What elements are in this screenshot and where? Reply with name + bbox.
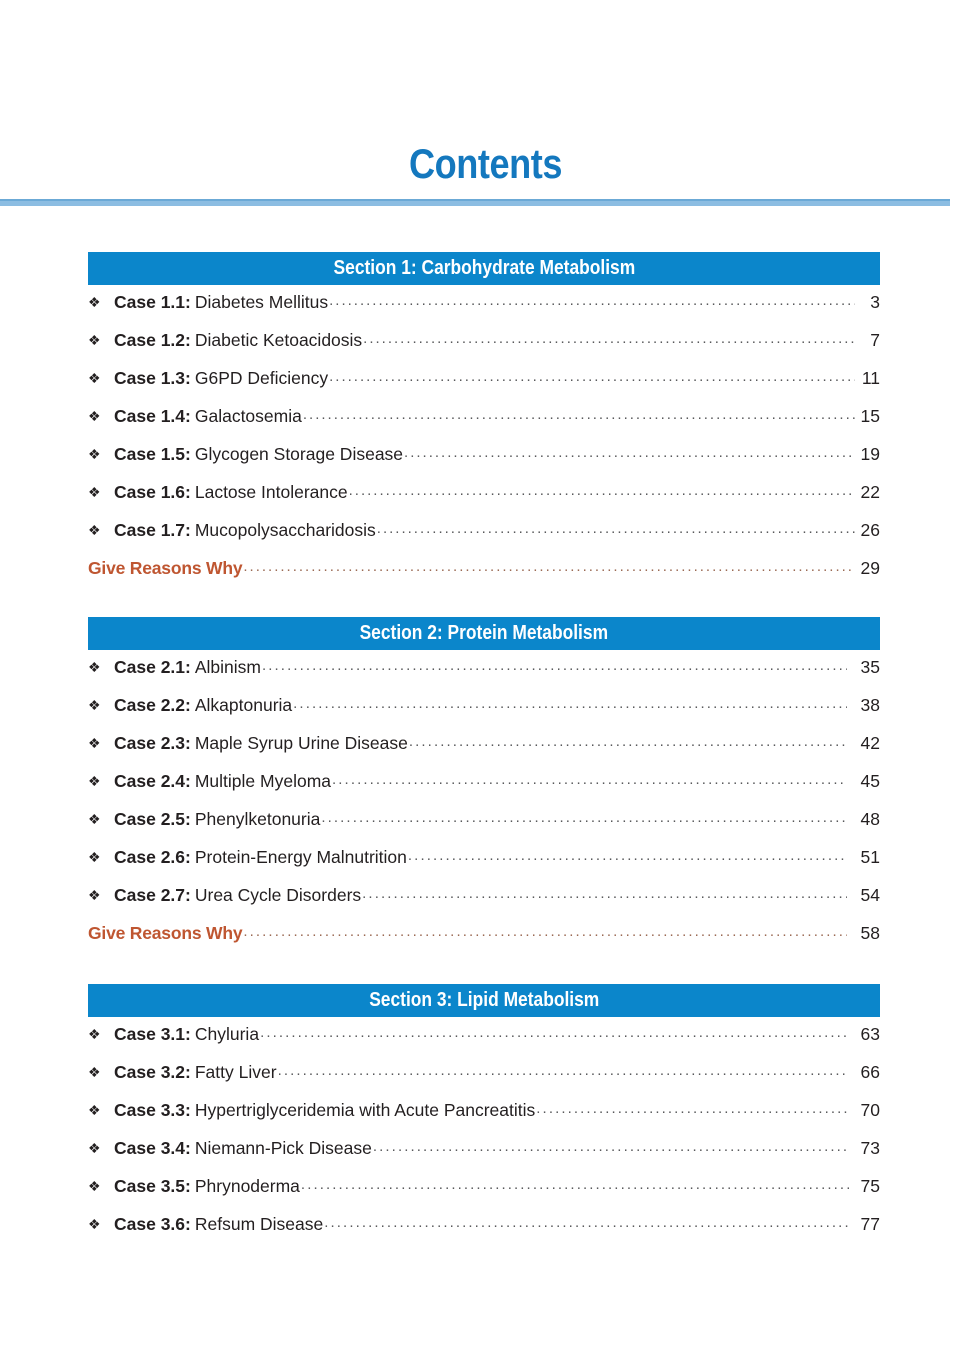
entry-page-number: 22 <box>860 482 880 502</box>
entry-case-title: Multiple Myeloma <box>194 771 332 791</box>
leader-dots <box>408 847 847 864</box>
entry-page-number: 3 <box>870 292 880 312</box>
section-2-header <box>88 617 880 650</box>
entry-case-label: Case 3.4: <box>114 1138 191 1158</box>
diamond-bullet-icon: ❖ <box>88 1064 101 1080</box>
section-2 <box>88 617 880 961</box>
diamond-bullet-icon: ❖ <box>88 1102 101 1118</box>
entry-page-number: 51 <box>860 847 880 867</box>
toc-entry[interactable] <box>88 520 880 558</box>
leader-dots <box>293 695 847 712</box>
toc-entry[interactable] <box>88 809 880 847</box>
leader-dots <box>260 1024 849 1041</box>
toc-entry[interactable] <box>88 695 880 733</box>
leader-dots <box>409 733 847 750</box>
entry-case-label: Case 3.3: <box>114 1100 191 1120</box>
diamond-bullet-icon: ❖ <box>88 1026 101 1042</box>
toc-entry[interactable] <box>88 1214 880 1252</box>
entry-case-title: Glycogen Storage Disease <box>194 444 404 464</box>
toc-entry[interactable] <box>88 330 880 368</box>
diamond-bullet-icon: ❖ <box>88 849 101 865</box>
section-3-entries <box>88 1017 880 1252</box>
toc-entry[interactable] <box>88 1100 880 1138</box>
entry-case-title: G6PD Deficiency <box>194 368 329 388</box>
entry-case-label: Case 3.1: <box>114 1024 191 1044</box>
entry-page-number: 11 <box>861 368 880 388</box>
toc-entry[interactable] <box>88 1062 880 1100</box>
leader-dots <box>362 885 847 902</box>
section-3-header <box>88 984 880 1017</box>
entry-case-label: Case 1.7: <box>114 520 191 540</box>
toc-entry[interactable] <box>88 1138 880 1176</box>
diamond-bullet-icon: ❖ <box>88 332 101 348</box>
give-reasons-why-page-number: 58 <box>860 923 880 943</box>
entry-case-title: Phrynoderma <box>194 1176 300 1196</box>
entry-case-title: Fatty Liver <box>194 1062 277 1082</box>
entry-case-label: Case 2.6: <box>114 847 191 867</box>
diamond-bullet-icon: ❖ <box>88 811 101 827</box>
leader-dots <box>321 809 847 826</box>
toc-entry[interactable] <box>88 482 880 520</box>
diamond-bullet-icon: ❖ <box>88 370 101 386</box>
entry-case-label: Case 1.1: <box>114 292 191 312</box>
section-3-title: Section 3: Lipid Metabolism <box>368 989 600 1011</box>
entry-case-label: Case 1.4: <box>114 406 191 426</box>
entry-case-label: Case 3.5: <box>114 1176 191 1196</box>
leader-dots <box>373 1138 849 1155</box>
entry-case-label: Case 2.2: <box>114 695 191 715</box>
entry-page-number: 70 <box>860 1100 880 1120</box>
entry-case-label: Case 2.7: <box>114 885 191 905</box>
entry-case-title: Diabetes Mellitus <box>194 292 329 312</box>
give-reasons-why-page-number: 29 <box>860 558 880 578</box>
table-of-contents <box>88 252 880 1252</box>
section-2-entries <box>88 650 880 961</box>
give-reasons-why-entry[interactable] <box>88 558 880 596</box>
toc-entry[interactable] <box>88 406 880 444</box>
section-1-entries <box>88 285 880 596</box>
diamond-bullet-icon: ❖ <box>88 735 101 751</box>
diamond-bullet-icon: ❖ <box>88 659 101 675</box>
entry-case-label: Case 2.4: <box>114 771 191 791</box>
give-reasons-why-label: Give Reasons Why <box>88 558 243 578</box>
section-3 <box>88 984 880 1252</box>
entry-case-label: Case 1.2: <box>114 330 191 350</box>
entry-case-title: Alkaptonuria <box>194 695 293 715</box>
page-title: Contents <box>408 140 563 187</box>
entry-case-title: Mucopolysaccharidosis <box>194 520 376 540</box>
entry-case-title: Maple Syrup Urine Disease <box>194 733 408 753</box>
toc-entry[interactable] <box>88 1176 880 1214</box>
entry-case-title: Chyluria <box>194 1024 260 1044</box>
leader-dots <box>329 292 855 309</box>
entry-case-label: Case 2.5: <box>114 809 191 829</box>
entry-page-number: 48 <box>860 809 880 829</box>
leader-dots <box>377 520 855 537</box>
toc-entry[interactable] <box>88 1024 880 1062</box>
leader-dots <box>243 923 847 940</box>
entry-page-number: 54 <box>860 885 880 905</box>
leader-dots <box>301 1176 849 1193</box>
toc-entry[interactable] <box>88 771 880 809</box>
section-1-title: Section 1: Carbohydrate Metabolism <box>333 257 635 279</box>
toc-entry[interactable] <box>88 733 880 771</box>
diamond-bullet-icon: ❖ <box>88 1178 101 1194</box>
section-1 <box>88 252 880 596</box>
section-gap <box>88 596 880 617</box>
section-gap <box>88 961 880 984</box>
diamond-bullet-icon: ❖ <box>88 1216 101 1232</box>
diamond-bullet-icon: ❖ <box>88 522 101 538</box>
entry-case-label: Case 3.6: <box>114 1214 191 1234</box>
entry-case-label: Case 2.3: <box>114 733 191 753</box>
entry-page-number: 26 <box>860 520 880 540</box>
diamond-bullet-icon: ❖ <box>88 697 101 713</box>
entry-case-label: Case 1.5: <box>114 444 191 464</box>
give-reasons-why-label: Give Reasons Why <box>88 923 243 943</box>
diamond-bullet-icon: ❖ <box>88 446 101 462</box>
entry-case-label: Case 2.1: <box>114 657 191 677</box>
entry-page-number: 42 <box>860 733 880 753</box>
entry-page-number: 63 <box>860 1024 880 1044</box>
diamond-bullet-icon: ❖ <box>88 408 101 424</box>
entry-case-title: Urea Cycle Disorders <box>194 885 362 905</box>
toc-entry[interactable] <box>88 444 880 482</box>
entry-case-title: Phenylketonuria <box>194 809 321 829</box>
entry-page-number: 66 <box>860 1062 880 1082</box>
entry-page-number: 15 <box>860 406 880 426</box>
diamond-bullet-icon: ❖ <box>88 294 101 310</box>
toc-entry[interactable] <box>88 292 880 330</box>
entry-page-number: 75 <box>860 1176 880 1196</box>
diamond-bullet-icon: ❖ <box>88 484 101 500</box>
entry-case-label: Case 1.6: <box>114 482 191 502</box>
entry-case-title: Hypertriglyceridemia with Acute Pancreatitis <box>194 1100 536 1120</box>
leader-dots <box>363 330 855 347</box>
entry-page-number: 19 <box>860 444 880 464</box>
diamond-bullet-icon: ❖ <box>88 1140 101 1156</box>
entry-page-number: 73 <box>860 1138 880 1158</box>
entry-case-title: Niemann-Pick Disease <box>194 1138 372 1158</box>
leader-dots <box>536 1100 849 1117</box>
entry-page-number: 45 <box>860 771 880 791</box>
diamond-bullet-icon: ❖ <box>88 887 101 903</box>
section-1-header <box>88 252 880 285</box>
entry-case-title: Refsum Disease <box>194 1214 324 1234</box>
toc-entry[interactable] <box>88 657 880 695</box>
entry-case-title: Galactosemia <box>194 406 302 426</box>
leader-dots <box>262 657 847 674</box>
entry-page-number: 38 <box>860 695 880 715</box>
entry-case-label: Case 3.2: <box>114 1062 191 1082</box>
entry-page-number: 35 <box>860 657 880 677</box>
section-2-title: Section 2: Protein Metabolism <box>359 622 609 644</box>
entry-case-label: Case 1.3: <box>114 368 191 388</box>
title-divider <box>0 199 950 206</box>
entry-case-title: Lactose Intolerance <box>194 482 348 502</box>
entry-case-title: Albinism <box>194 657 261 677</box>
leader-dots <box>278 1062 849 1079</box>
leader-dots <box>324 1214 849 1231</box>
entry-page-number: 77 <box>860 1214 880 1234</box>
toc-entry[interactable] <box>88 368 880 406</box>
leader-dots <box>332 771 847 788</box>
entry-case-title: Diabetic Ketoacidosis <box>194 330 363 350</box>
leader-dots <box>349 482 855 499</box>
leader-dots <box>404 444 855 461</box>
give-reasons-why-entry[interactable] <box>88 923 880 961</box>
toc-entry[interactable] <box>88 847 880 885</box>
leader-dots <box>329 368 855 385</box>
leader-dots <box>243 558 855 575</box>
toc-entry[interactable] <box>88 885 880 923</box>
entry-page-number: 7 <box>870 330 880 350</box>
leader-dots <box>303 406 855 423</box>
entry-case-title: Protein-Energy Malnutrition <box>194 847 407 867</box>
diamond-bullet-icon: ❖ <box>88 773 101 789</box>
